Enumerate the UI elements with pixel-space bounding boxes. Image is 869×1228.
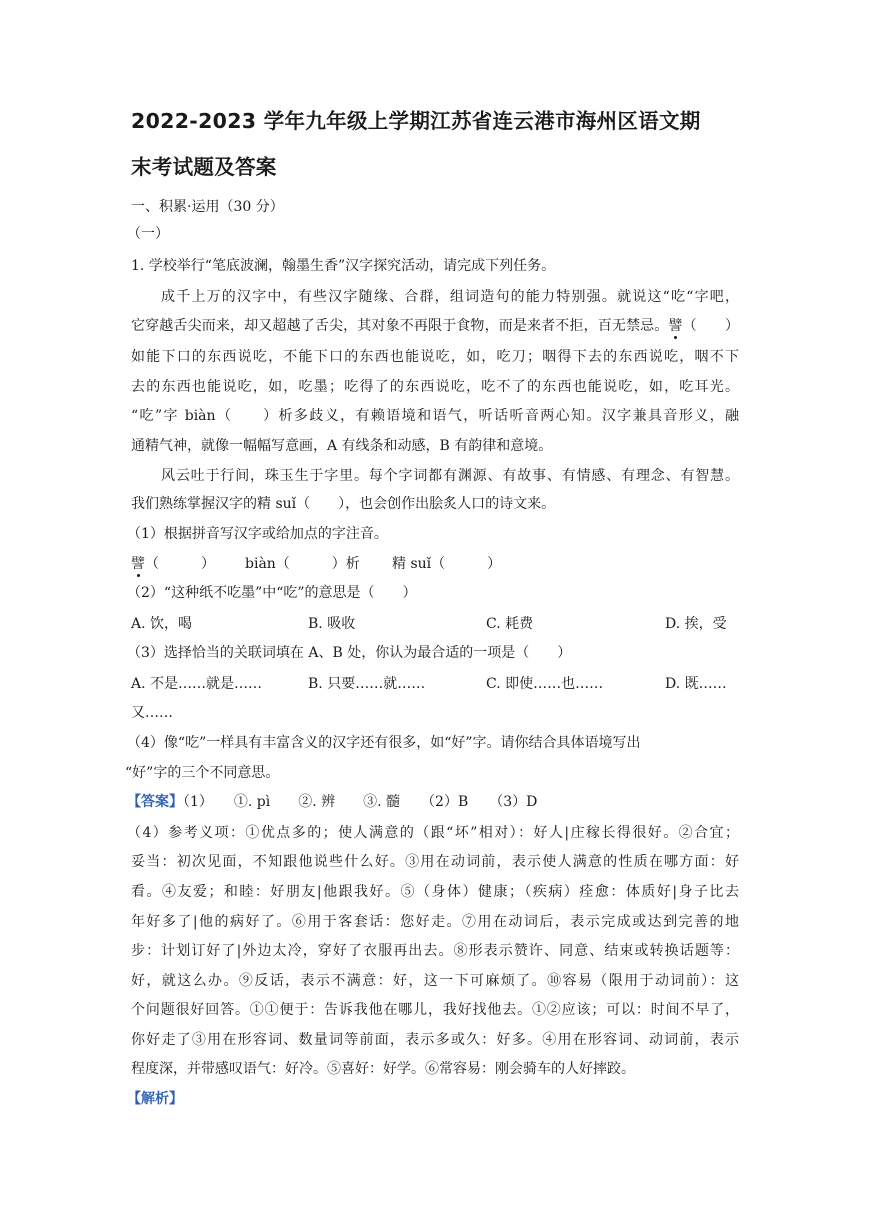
passage-line-3: 如能下口的东西说吃，不能下口的东西也能说吃，如，吃刀；咽得下去的东西说吃，咽不下 (131, 349, 739, 365)
option-d: D. 既…… (665, 676, 727, 692)
item-a-blank: （ ） (145, 556, 215, 572)
option-d-continued: 又…… (131, 705, 173, 721)
option-d: D. 挨，受 (665, 616, 727, 632)
answer-label: 【答案】 (127, 794, 183, 810)
analysis-label: 【解析】 (127, 1091, 183, 1107)
question-1-2-stem: （2）“这种纸不吃墨”中“吃”的意思是（ ） (127, 585, 417, 601)
answer-detail-line: 你好走了③用在形容词、数量词等前面，表示多或久：好多。④用在形容词、动词前，表示 (131, 1032, 739, 1048)
question-1-4-stem-line-1: （4）像“吃”一样具有丰富含义的汉字还有很多，如“好”字。请你结合具体语境写出 (127, 735, 641, 751)
answer-line-1 (127, 792, 537, 812)
answer-detail-line: 个问题很好回答。①①便于：告诉我他在哪儿，我好找他去。①②应该；可以：时间不早了， (131, 1002, 739, 1018)
answer-detail-line: 妥当：初次见面，不知跟他说些什么好。③用在动词前，表示使人满意的性质在哪方面：好 (131, 854, 739, 870)
item-a-dotted-char: 譬 (131, 556, 145, 572)
option-a: A. 不是……就是…… (131, 676, 263, 692)
dotted-char: 譬 (668, 318, 683, 334)
passage-line-2-text: 它穿越舌尖而来，却又超越了舌尖，其对象不再限于食物，而是来者不拒，百无禁忌。 (131, 318, 669, 334)
item-c: 精 suǐ（ ） (392, 556, 502, 572)
item-a (131, 554, 215, 574)
answer-detail-line: 好，就这么办。⑨反话，表示不满意：好，这一下可麻烦了。⑩容易（限用于动词前）：这 (131, 973, 739, 989)
answer-detail-line: 看。④友爱；和睦：好朋友|他跟我好。⑤（身体）健康；（疾病）痊愈：体质好|身子比去 (131, 884, 739, 900)
passage-line-6: 通精气神，就像一幅幅写意画，A 有线条和动感，B 有韵律和意境。 (131, 438, 553, 454)
answer-detail-line: 程度深，并带感叹语气：好冷。⑤喜好：好学。⑥常容易：刚会骑车的人好摔跤。 (131, 1061, 635, 1077)
passage-line-1: 成千上万的汉字中，有些汉字随缘、合群，组词造句的能力特别强。就说这“吃“字吧， (161, 289, 739, 305)
subsection-heading: （一） (127, 226, 169, 242)
section-heading: 一、积累·运用（30 分） (131, 199, 284, 215)
question-1-1-stem: （1）根据拼音写汉字或给加点的字注音。 (127, 526, 388, 542)
item-b: biàn（ ）析 (245, 556, 360, 572)
passage-line-5: “吃”字 biàn（ ）析多歧义，有赖语境和语气，听话听音两心知。汉字兼具音形义，融 (131, 408, 739, 424)
passage-line-8: 我们熟练掌握汉字的精 suǐ（ ），也会创作出脍炙人口的诗文来。 (131, 496, 556, 512)
question-1-3-stem: （3）选择恰当的关联词填在 A、B 处，你认为最合适的一项是（ ） (127, 645, 572, 661)
option-b: B. 只要……就…… (308, 676, 426, 692)
document-title-line-1: 2022-2023 学年九年级上学期江苏省连云港市海州区语文期 (131, 109, 701, 133)
answer-detail-line: （4）参考义项：①优点多的；使人满意的（跟“坏”相对）：好人|庄稼长得很好。②合宜； (127, 825, 739, 841)
document-title-line-2: 末考试题及答案 (131, 155, 277, 179)
option-b: B. 吸收 (308, 616, 356, 632)
passage-line-2-blank: （ ） (682, 318, 740, 334)
passage-line-2 (131, 316, 739, 336)
option-c: C. 即使……也…… (486, 676, 604, 692)
question-1-intro: 1. 学校举行“笔底波澜，翰墨生香”汉字探究活动，请完成下列任务。 (131, 258, 556, 274)
passage-line-7: 风云吐于行间，珠玉生于字里。每个字词都有渊源、有故事、有情感、有理念、有智慧。 (161, 468, 739, 484)
answer-detail-line: 步：计划订好了|外边太冷，穿好了衣服再出去。⑧形表示赞许、同意、结束或转换话题等： (131, 943, 739, 959)
answer-detail-line: 年好多了|他的病好了。⑥用于客套话：您好走。⑦用在动词后，表示完成或达到完善的地 (131, 914, 739, 930)
passage-line-4: 去的东西也能说吃，如，吃墨；吃得了的东西说吃，吃不了的东西也能说吃，如，吃耳光。 (131, 379, 739, 395)
option-a: A. 饮，喝 (131, 616, 193, 632)
question-1-4-stem-line-2: “好”字的三个不同意思。 (125, 765, 280, 781)
answer-summary: （1） ①. pì ②. 辨 ③. 髓 （2）B （3）D (183, 794, 538, 810)
option-c: C. 耗费 (486, 616, 534, 632)
